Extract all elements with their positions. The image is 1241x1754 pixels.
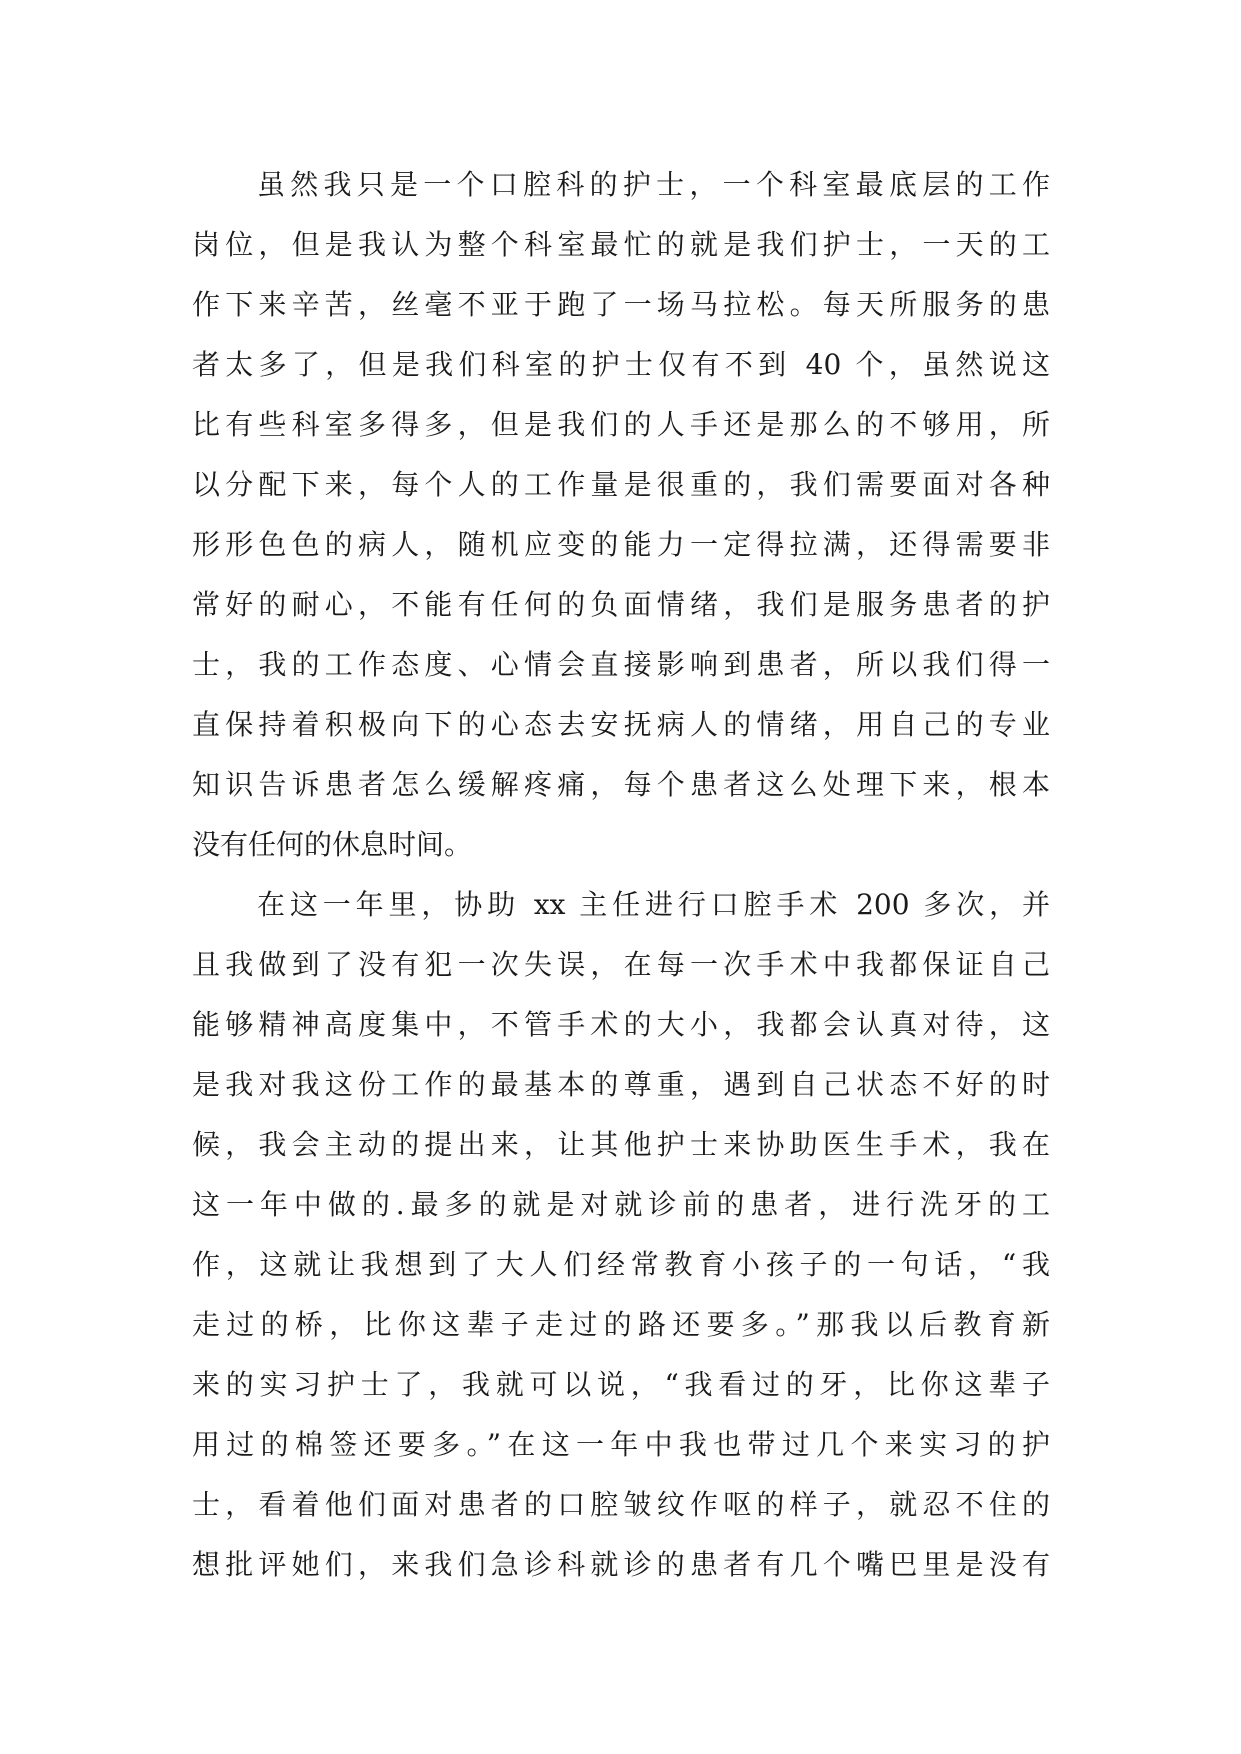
document-body — [192, 155, 1050, 1595]
paragraph-line: 虽然我只是一个口腔科的护士，一个科室最底层的工作 — [257, 168, 1050, 201]
paragraph-line: 士，看着他们面对患者的口腔皱纹作呕的样子，就忍不住的 — [192, 1488, 1050, 1521]
paragraph-1 — [192, 155, 1050, 875]
paragraph-line: 作，这就让我想到了大人们经常教育小孩子的一句话，“我 — [192, 1248, 1050, 1281]
paragraph-2 — [192, 875, 1050, 1595]
paragraph-line: 士，我的工作态度、心情会直接影响到患者，所以我们得一 — [192, 648, 1050, 681]
paragraph-line: 比有些科室多得多，但是我们的人手还是那么的不够用，所 — [192, 408, 1050, 441]
paragraph-line: 候，我会主动的提出来，让其他护士来协助医生手术，我在 — [192, 1128, 1050, 1161]
paragraph-line: 作下来辛苦，丝毫不亚于跑了一场马拉松。每天所服务的患 — [192, 288, 1050, 321]
paragraph-line: 直保持着积极向下的心态去安抚病人的情绪，用自己的专业 — [192, 708, 1050, 741]
paragraph-line: 走过的桥，比你这辈子走过的路还要多。”那我以后教育新 — [192, 1308, 1050, 1341]
paragraph-line: 是我对我这份工作的最基本的尊重，遇到自己状态不好的时 — [192, 1068, 1050, 1101]
paragraph-line: 形形色色的病人，随机应变的能力一定得拉满，还得需要非 — [192, 528, 1050, 561]
paragraph-line: 者太多了，但是我们科室的护士仅有不到 40 个，虽然说这 — [192, 348, 1050, 381]
paragraph-line: 以分配下来，每个人的工作量是很重的，我们需要面对各种 — [192, 468, 1050, 501]
paragraph-line: 能够精神高度集中，不管手术的大小，我都会认真对待，这 — [192, 1008, 1050, 1041]
paragraph-line: 知识告诉患者怎么缓解疼痛，每个患者这么处理下来，根本 — [192, 768, 1050, 801]
paragraph-line: 常好的耐心，不能有任何的负面情绪，我们是服务患者的护 — [192, 588, 1050, 621]
paragraph-line: 想批评她们，来我们急诊科就诊的患者有几个嘴巴里是没有 — [192, 1548, 1050, 1581]
paragraph-line: 用过的棉签还要多。”在这一年中我也带过几个来实习的护 — [192, 1428, 1050, 1461]
paragraph-line: 来的实习护士了，我就可以说，“我看过的牙，比你这辈子 — [192, 1368, 1050, 1401]
paragraph-line: 这一年中做的.最多的就是对就诊前的患者，进行洗牙的工 — [192, 1188, 1050, 1221]
paragraph-line: 在这一年里，协助 xx 主任进行口腔手术 200 多次，并 — [257, 888, 1050, 921]
paragraph-line: 岗位，但是我认为整个科室最忙的就是我们护士，一天的工 — [192, 228, 1050, 261]
paragraph-line: 且我做到了没有犯一次失误，在每一次手术中我都保证自己 — [192, 948, 1050, 981]
paragraph-line: 没有任何的休息时间。 — [192, 828, 473, 861]
